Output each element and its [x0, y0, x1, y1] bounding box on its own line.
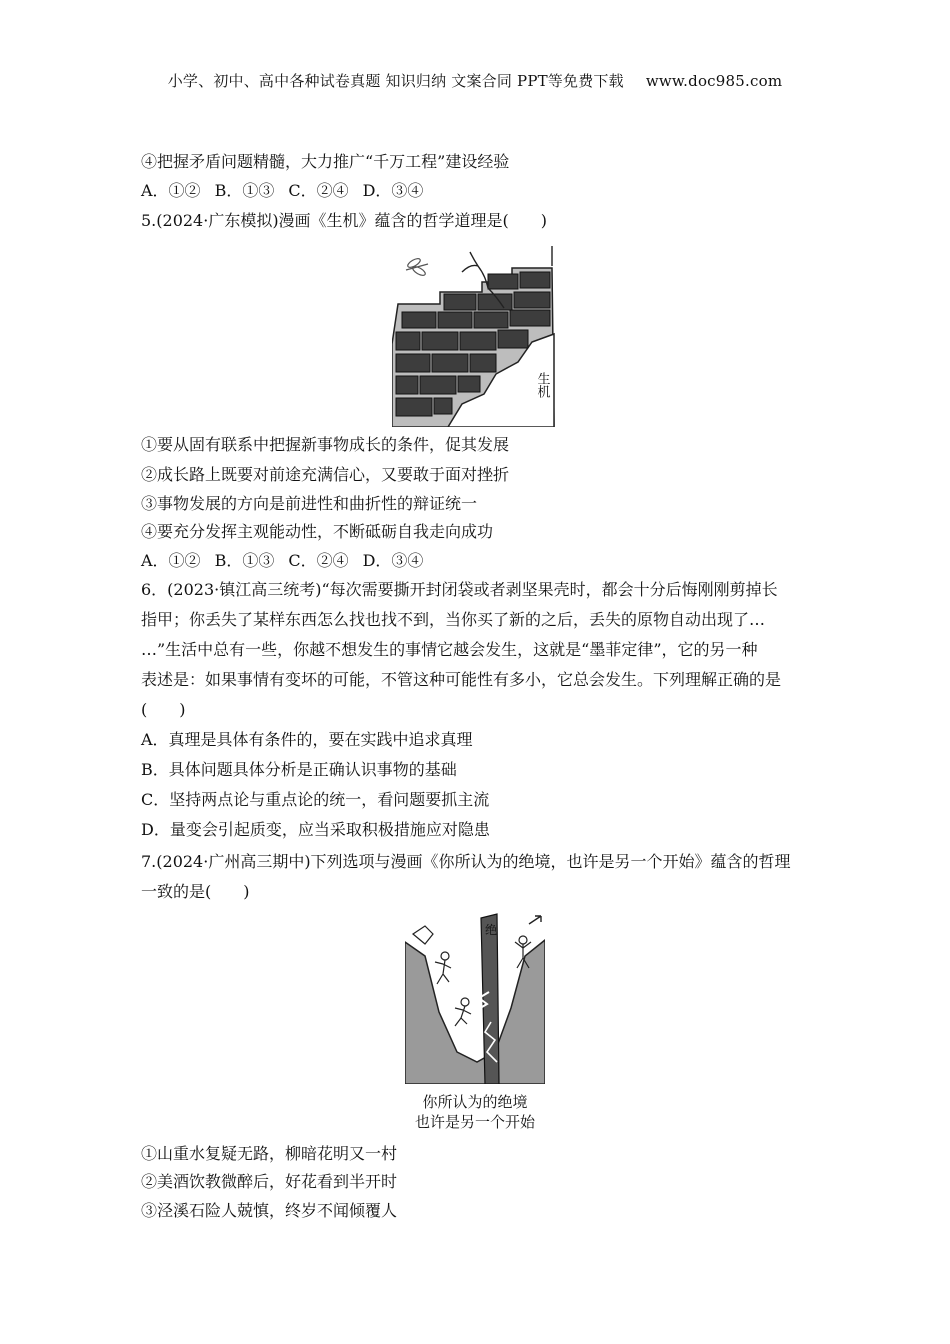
cartoon-dead-end-figure — [405, 912, 545, 1084]
q6-option-b[interactable]: B．具体问题具体分析是正确认识事物的基础 — [141, 760, 457, 779]
q5-item-4: ④要充分发挥主观能动性，不断砥砺自我走向成功 — [141, 522, 494, 541]
q4-item-4: ④把握矛盾问题精髓，大力推广“千万工程”建设经验 — [141, 152, 510, 171]
q7-item-3: ③泾溪石险人兢慎，终岁不闻倾覆人 — [141, 1201, 398, 1220]
q6-option-d[interactable]: D．量变会引起质变，应当采取积极措施应对隐患 — [141, 820, 490, 839]
q6-stem-line-1: 6．(2023·镇江高三统考)“每次需要撕开封闭袋或者剥坚果壳时，都会十分后悔刚刚剪掉长 — [141, 580, 778, 599]
q6-stem-line-4: 表述是：如果事情有变坏的可能，不管这种可能性有多小，它总会发生。下列理解正确的是 — [141, 670, 782, 689]
q5-option-c[interactable]: C．②④ — [288, 551, 349, 570]
header-site[interactable]: www.doc985.com — [645, 72, 783, 90]
q5-stem: 5.(2024·广东模拟)漫画《生机》蕴含的哲学道理是( ) — [141, 211, 548, 230]
q5-option-b[interactable]: B．①③ — [214, 551, 275, 570]
q5-options — [141, 551, 423, 571]
q5-item-3: ③事物发展的方向是前进性和曲折性的辩证统一 — [141, 494, 478, 513]
q4-options — [141, 181, 423, 201]
q5-item-1: ①要从固有联系中把握新事物成长的条件，促其发展 — [141, 435, 510, 454]
q7-item-1: ①山重水复疑无路，柳暗花明又一村 — [141, 1144, 398, 1163]
q7-stem-line-1: 7.(2024·广州高三期中)下列选项与漫画《你所认为的绝境，也许是另一个开始》蕴含的哲理 — [141, 852, 791, 871]
cartoon-caption-line-1: 你所认为的绝境 — [422, 1093, 528, 1111]
page-header — [0, 70, 950, 91]
q4-option-d[interactable]: D．③④ — [362, 181, 424, 200]
q4-option-a[interactable]: A．①② — [141, 181, 201, 200]
q6-stem-line-3: …”生活中总有一些，你越不想发生的事情它越会发生，这就是“墨菲定律”，它的另一种 — [141, 640, 758, 659]
q4-option-b[interactable]: B．①③ — [214, 181, 275, 200]
cartoon-title-vertical: 生机 — [534, 372, 550, 398]
q7-stem-line-2: 一致的是( ) — [141, 882, 250, 901]
q4-option-c[interactable]: C．②④ — [288, 181, 349, 200]
cartoon-caption-line-2: 也许是另一个开始 — [414, 1113, 535, 1131]
q5-option-d[interactable]: D．③④ — [362, 551, 424, 570]
cartoon-vitality-figure — [392, 244, 558, 427]
q5-item-2: ②成长路上既要对前途充满信心，又要敢于面对挫折 — [141, 465, 510, 484]
q5-option-a[interactable]: A．①② — [141, 551, 201, 570]
q7-item-2: ②美酒饮教微醉后，好花看到半开时 — [141, 1172, 398, 1191]
q6-option-c[interactable]: C．坚持两点论与重点论的统一，看问题要抓主流 — [141, 790, 490, 809]
cartoon-pillar-label: 绝 — [485, 923, 498, 937]
header-text: 小学、初中、高中各种试卷真题 知识归纳 文案合同 PPT等免费下载 — [167, 72, 624, 90]
q6-stem-line-2: 指甲；你丢失了某样东西怎么找也找不到，当你买了新的之后，丢失的原物自动出现了… — [141, 610, 766, 629]
q6-stem-line-5: ( ) — [141, 700, 186, 719]
q6-option-a[interactable]: A．真理是具体有条件的，要在实践中追求真理 — [141, 730, 473, 749]
